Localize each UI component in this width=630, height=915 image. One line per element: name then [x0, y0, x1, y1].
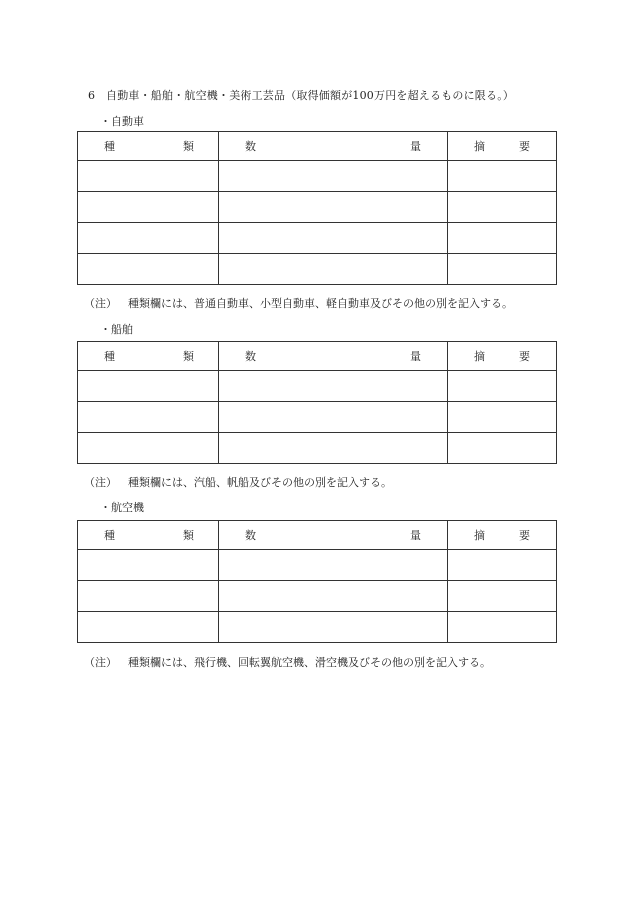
col-kind-1: 種: [104, 350, 115, 363]
quantity-cell[interactable]: [219, 581, 448, 612]
remarks-cell[interactable]: [448, 161, 557, 192]
kind-cell[interactable]: [78, 254, 219, 285]
automobile-table: [77, 131, 557, 285]
remarks-cell[interactable]: [448, 550, 557, 581]
col-kind-2: 類: [183, 529, 194, 542]
remarks-cell[interactable]: [448, 433, 557, 464]
remarks-cell[interactable]: [448, 581, 557, 612]
aircraft-table: [77, 520, 557, 643]
kind-cell[interactable]: [78, 581, 219, 612]
kind-cell[interactable]: [78, 161, 219, 192]
quantity-cell[interactable]: [219, 161, 448, 192]
table-row: [78, 192, 557, 223]
note-text: 種類欄には、飛行機、回転翼航空機、滑空機及びその他の別を記入する。: [128, 656, 491, 669]
ship-table: [77, 341, 557, 464]
kind-cell[interactable]: [78, 371, 219, 402]
quantity-cell[interactable]: [219, 433, 448, 464]
note-text: 種類欄には、汽船、帆船及びその他の別を記入する。: [128, 476, 392, 489]
note-tag: （注）: [84, 656, 117, 669]
quantity-cell[interactable]: [219, 371, 448, 402]
quantity-cell[interactable]: [219, 192, 448, 223]
col-quantity-2: 量: [410, 140, 421, 153]
col-kind-2: 類: [183, 140, 194, 153]
kind-cell[interactable]: [78, 550, 219, 581]
section-title: 自動車・船舶・航空機・美術工芸品（取得価額が100万円を超えるものに限る。）: [106, 89, 515, 102]
note-automobile: [84, 295, 513, 311]
table-header-row: [78, 342, 557, 371]
note-ship: [84, 474, 392, 490]
col-kind-2: 類: [183, 350, 194, 363]
table-header-row: [78, 132, 557, 161]
table-row: [78, 161, 557, 192]
table-row: [78, 402, 557, 433]
table-row: [78, 254, 557, 285]
note-tag: （注）: [84, 476, 117, 489]
kind-cell[interactable]: [78, 402, 219, 433]
section-number: 6: [88, 89, 96, 102]
col-remarks-2: 要: [519, 529, 530, 542]
table-row: [78, 581, 557, 612]
remarks-cell[interactable]: [448, 254, 557, 285]
subsection-title-ship: ・船舶: [100, 323, 133, 336]
col-kind-1: 種: [104, 140, 115, 153]
table-row: [78, 550, 557, 581]
section-heading: [88, 87, 514, 103]
table-row: [78, 433, 557, 464]
col-remarks-2: 要: [519, 140, 530, 153]
col-quantity-1: 数: [245, 350, 256, 363]
kind-cell[interactable]: [78, 192, 219, 223]
quantity-cell[interactable]: [219, 612, 448, 643]
col-remarks-1: 摘: [474, 140, 485, 153]
note-tag: （注）: [84, 297, 117, 310]
kind-cell[interactable]: [78, 433, 219, 464]
table-row: [78, 371, 557, 402]
col-quantity-1: 数: [245, 529, 256, 542]
col-remarks-2: 要: [519, 350, 530, 363]
col-quantity-2: 量: [410, 350, 421, 363]
subsection-title-automobile: ・自動車: [100, 115, 144, 128]
quantity-cell[interactable]: [219, 402, 448, 433]
remarks-cell[interactable]: [448, 402, 557, 433]
col-quantity-2: 量: [410, 529, 421, 542]
remarks-cell[interactable]: [448, 371, 557, 402]
col-quantity-1: 数: [245, 140, 256, 153]
quantity-cell[interactable]: [219, 254, 448, 285]
remarks-cell[interactable]: [448, 612, 557, 643]
table-row: [78, 223, 557, 254]
quantity-cell[interactable]: [219, 223, 448, 254]
note-text: 種類欄には、普通自動車、小型自動車、軽自動車及びその他の別を記入する。: [128, 297, 513, 310]
col-remarks-1: 摘: [474, 350, 485, 363]
col-kind-1: 種: [104, 529, 115, 542]
subsection-title-aircraft: ・航空機: [100, 501, 144, 514]
note-aircraft: [84, 654, 491, 670]
quantity-cell[interactable]: [219, 550, 448, 581]
remarks-cell[interactable]: [448, 223, 557, 254]
col-remarks-1: 摘: [474, 529, 485, 542]
kind-cell[interactable]: [78, 612, 219, 643]
table-header-row: [78, 521, 557, 550]
kind-cell[interactable]: [78, 223, 219, 254]
table-row: [78, 612, 557, 643]
remarks-cell[interactable]: [448, 192, 557, 223]
